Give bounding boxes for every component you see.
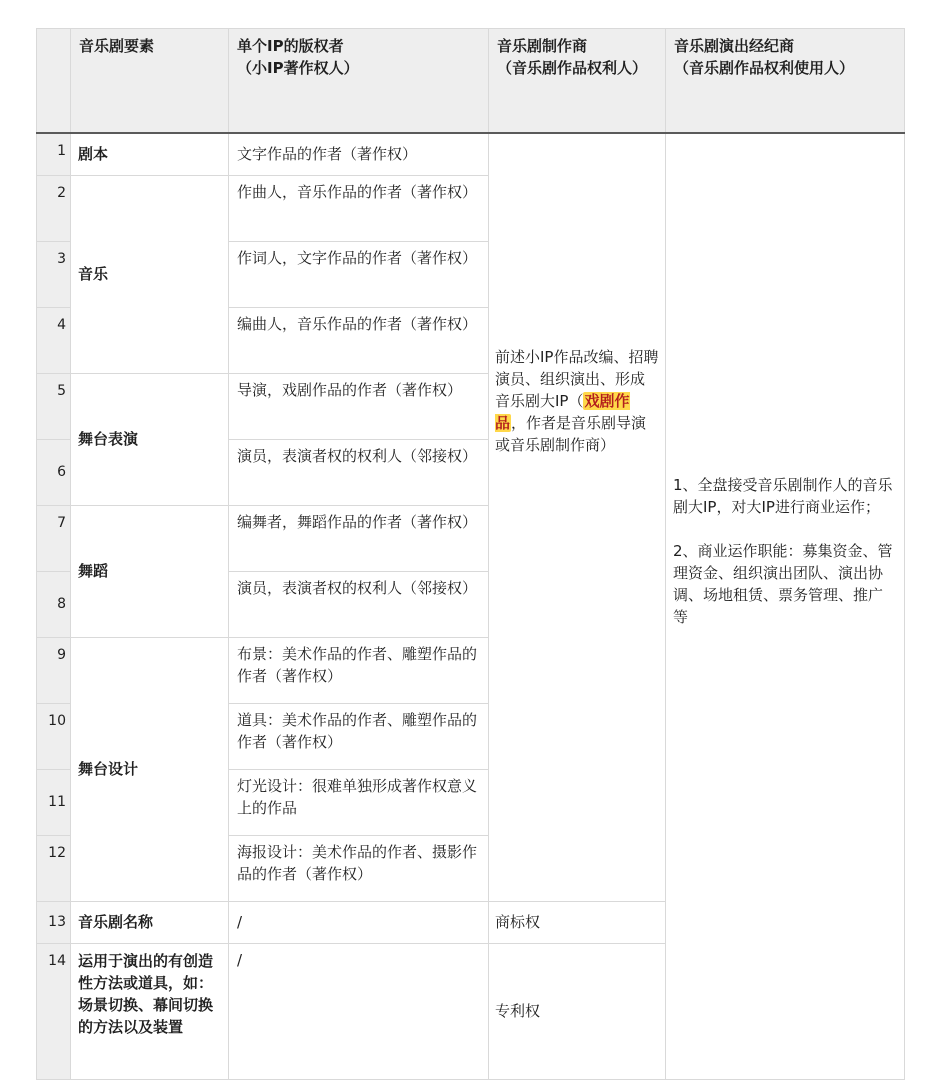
header-producer: 音乐剧制作商 （音乐剧作品权利人） bbox=[489, 29, 666, 134]
row-number: 4 bbox=[37, 307, 71, 373]
producer-cell: 商标权 bbox=[489, 901, 666, 943]
paragraph-gap bbox=[673, 518, 897, 540]
rights-table bbox=[36, 28, 905, 1080]
element-cell: 音乐剧名称 bbox=[71, 901, 229, 943]
row-number: 3 bbox=[37, 241, 71, 307]
owner-cell: 导演，戏剧作品的作者（著作权） bbox=[229, 373, 489, 439]
row-number: 11 bbox=[37, 769, 71, 835]
owner-cell: 演员，表演者权的权利人（邻接权） bbox=[229, 439, 489, 505]
row-number: 13 bbox=[37, 901, 71, 943]
header-owner: 单个IP的版权者 （小IP著作权人） bbox=[229, 29, 489, 134]
row-number: 1 bbox=[37, 133, 71, 175]
owner-cell: 海报设计：美术作品的作者、摄影作品的作者（著作权） bbox=[229, 835, 489, 901]
header-num bbox=[37, 29, 71, 134]
agent-para-2: 2、商业运作职能：募集资金、管理资金、组织演出团队、演出协调、场地租赁、票务管理、推广等 bbox=[673, 542, 893, 626]
row-number: 14 bbox=[37, 943, 71, 1079]
owner-cell: 布景：美术作品的作者、雕塑作品的作者（著作权） bbox=[229, 637, 489, 703]
producer-cell: 专利权 bbox=[489, 943, 666, 1079]
row-number: 5 bbox=[37, 373, 71, 439]
owner-cell: 文字作品的作者（著作权） bbox=[229, 133, 489, 175]
row-number: 7 bbox=[37, 505, 71, 571]
producer-merged-cell bbox=[489, 133, 666, 901]
rights-table-document bbox=[36, 28, 905, 1080]
header-element: 音乐剧要素 bbox=[71, 29, 229, 134]
row-number: 2 bbox=[37, 175, 71, 241]
header-row bbox=[37, 29, 905, 134]
element-cell: 舞台表演 bbox=[71, 373, 229, 505]
row-number: 12 bbox=[37, 835, 71, 901]
row-number: 10 bbox=[37, 703, 71, 769]
owner-cell: 作曲人，音乐作品的作者（著作权） bbox=[229, 175, 489, 241]
row-number: 8 bbox=[37, 571, 71, 637]
element-cell: 舞台设计 bbox=[71, 637, 229, 901]
producer-text-after: ，作者是音乐剧导演或音乐剧制作商） bbox=[495, 414, 647, 454]
row-number: 9 bbox=[37, 637, 71, 703]
table-row bbox=[37, 133, 905, 175]
element-cell: 音乐 bbox=[71, 175, 229, 373]
element-cell: 剧本 bbox=[71, 133, 229, 175]
element-cell: 舞蹈 bbox=[71, 505, 229, 637]
agent-para-1: 1、全盘接受音乐剧制作人的音乐剧大IP，对大IP进行商业运作； bbox=[673, 476, 893, 516]
owner-cell: 作词人，文字作品的作者（著作权） bbox=[229, 241, 489, 307]
owner-cell: / bbox=[229, 943, 489, 1079]
element-cell: 运用于演出的有创造性方法或道具，如：场景切换、幕间切换的方法以及装置 bbox=[71, 943, 229, 1079]
owner-cell: 编舞者，舞蹈作品的作者（著作权） bbox=[229, 505, 489, 571]
row-number: 6 bbox=[37, 439, 71, 505]
owner-cell: 演员，表演者权的权利人（邻接权） bbox=[229, 571, 489, 637]
highlighted-term: 戏剧作品 bbox=[495, 392, 630, 432]
producer-text-before: 前述小IP作品改编、招聘演员、组织演出、形成音乐剧大IP（ bbox=[495, 348, 659, 410]
owner-cell: / bbox=[229, 901, 489, 943]
owner-cell: 编曲人，音乐作品的作者（著作权） bbox=[229, 307, 489, 373]
owner-cell: 道具：美术作品的作者、雕塑作品的作者（著作权） bbox=[229, 703, 489, 769]
header-agent: 音乐剧演出经纪商 （音乐剧作品权利使用人） bbox=[666, 29, 905, 134]
owner-cell: 灯光设计：很难单独形成著作权意义上的作品 bbox=[229, 769, 489, 835]
agent-merged-cell bbox=[666, 133, 905, 1079]
